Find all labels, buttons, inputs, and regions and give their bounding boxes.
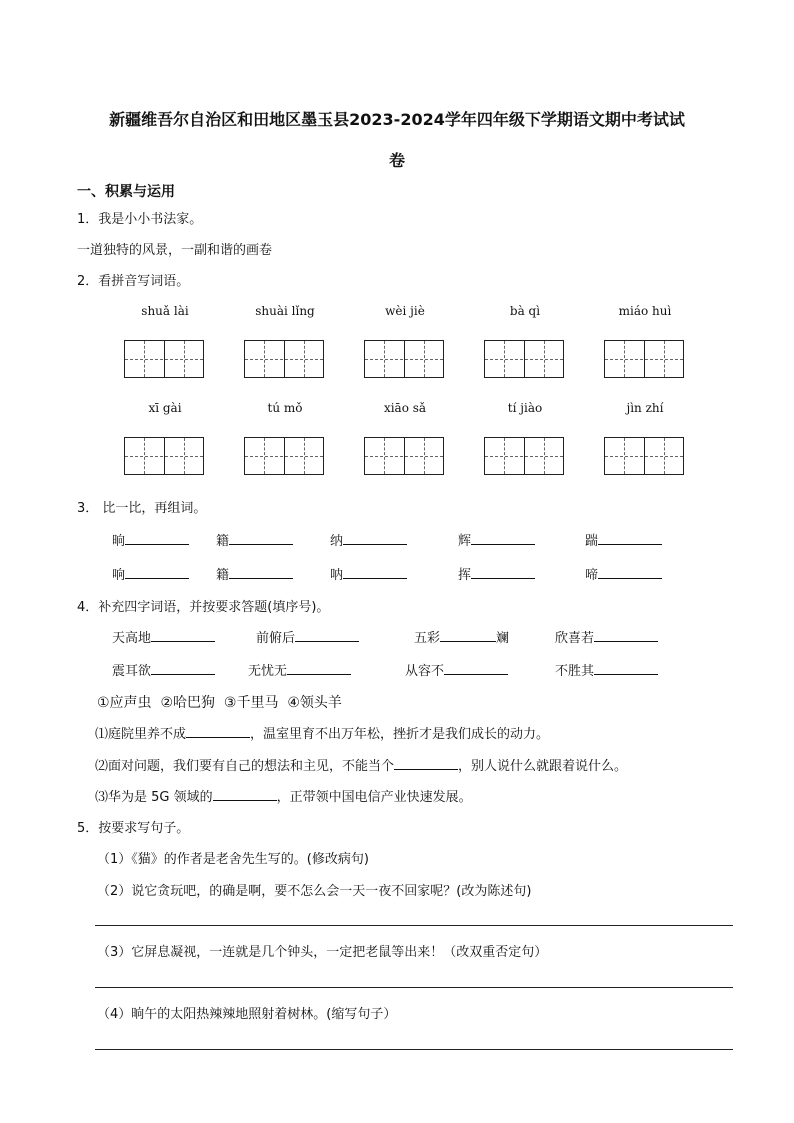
answer-blank[interactable] <box>594 629 658 642</box>
q5-label: 5．按要求写句子。 <box>77 821 190 836</box>
writing-grid[interactable] <box>484 437 564 475</box>
answer-blank[interactable] <box>213 788 277 801</box>
compare-item: 挥 <box>458 564 535 583</box>
q1-text: 一道独特的风景，一副和谐的画卷 <box>77 243 273 258</box>
q5-sentence-2: （2）说它贪玩吧，的确是啊，要不怎么会一天一夜不回家呢？(改为陈述句) <box>97 884 532 899</box>
q5-sentence-1: （1）《猫》的作者是老舍先生写的。(修改病句) <box>97 852 369 867</box>
q5-sentence-4: （4）晌午的太阳热辣辣地照射着树林。(缩写句子） <box>97 1007 397 1022</box>
answer-line[interactable] <box>95 925 733 926</box>
pinyin-label: xiāo sǎ <box>383 401 427 415</box>
idiom-options: ①应声虫 ②哈巴狗 ③千里马 ④领头羊 <box>97 695 342 711</box>
q2-label: 2．看拼音写词语。 <box>77 274 190 289</box>
answer-blank[interactable] <box>295 629 359 642</box>
pinyin-label: shuǎ lài <box>141 304 189 318</box>
answer-blank[interactable] <box>444 662 508 675</box>
writing-grid[interactable] <box>604 437 684 475</box>
answer-blank[interactable] <box>471 532 535 545</box>
writing-grid[interactable] <box>124 437 204 475</box>
answer-blank[interactable] <box>151 662 215 675</box>
idiom-item: 天高地 <box>112 627 215 646</box>
compare-item: 辉 <box>458 530 535 549</box>
q4-sentence-3: ⑶华为是 5G 领域的 ，正带领中国电信产业快速发展。 <box>95 790 472 805</box>
answer-blank[interactable] <box>440 629 496 642</box>
compare-item: 踹 <box>585 530 662 549</box>
answer-blank[interactable] <box>594 662 658 675</box>
idiom-item: 前俯后 <box>256 627 359 646</box>
answer-line[interactable] <box>95 987 733 988</box>
writing-grid[interactable] <box>364 437 444 475</box>
writing-grid[interactable] <box>604 340 684 378</box>
answer-blank[interactable] <box>125 532 189 545</box>
answer-blank[interactable] <box>287 662 351 675</box>
compare-item: 晌 <box>112 530 189 549</box>
q4-sentence-2: ⑵面对问题，我们要有自己的想法和主见，不能当个 ，别人说什么就跟着说什么。 <box>95 759 628 774</box>
q4-sentence-1: ⑴庭院里养不成 ，温室里育不出万年松，挫折才是我们成长的动力。 <box>95 727 550 742</box>
answer-blank[interactable] <box>343 532 407 545</box>
q1-label: 1．我是小小书法家。 <box>77 212 203 227</box>
compare-item: 啼 <box>585 564 662 583</box>
idiom-item: 从容不 <box>405 660 508 679</box>
answer-blank[interactable] <box>186 725 250 738</box>
idiom-item: 无忧无 <box>248 660 351 679</box>
q4-label: 4．补充四字词语，并按要求答题(填序号)。 <box>77 600 330 615</box>
writing-grid[interactable] <box>364 340 444 378</box>
idiom-item: 震耳欲 <box>112 660 215 679</box>
page-title: 新疆维吾尔自治区和田地区墨玉县2023-2024学年四年级下学期语文期中考试试 <box>109 110 685 129</box>
idiom-item: 欣喜若 <box>555 627 658 646</box>
answer-blank[interactable] <box>229 532 293 545</box>
q5-sentence-3: （3）它屏息凝视，一连就是几个钟头，一定把老鼠等出来！（改双重否定句） <box>97 945 548 960</box>
pinyin-label: jìn zhí <box>626 401 664 415</box>
compare-item: 纳 <box>330 530 407 549</box>
writing-grid[interactable] <box>484 340 564 378</box>
pinyin-label: xī gài <box>148 401 182 415</box>
answer-line[interactable] <box>95 1049 733 1050</box>
answer-blank[interactable] <box>125 566 189 579</box>
writing-grid[interactable] <box>244 437 324 475</box>
compare-item: 响 <box>112 564 189 583</box>
pinyin-label: bà qì <box>509 304 541 318</box>
answer-blank[interactable] <box>343 566 407 579</box>
answer-blank[interactable] <box>471 566 535 579</box>
pinyin-label: tú mǒ <box>267 401 303 415</box>
q3-label: 3． 比一比，再组词。 <box>77 501 207 516</box>
compare-item: 籍 <box>216 564 293 583</box>
answer-blank[interactable] <box>151 629 215 642</box>
pinyin-label: tí jiào <box>507 401 543 415</box>
idiom-item: 不胜其 <box>555 660 658 679</box>
pinyin-label: miáo huì <box>618 304 672 318</box>
pinyin-label: wèi jiè <box>385 304 425 318</box>
page-title-continued: 卷 <box>388 151 405 170</box>
writing-grid[interactable] <box>124 340 204 378</box>
answer-blank[interactable] <box>598 566 662 579</box>
answer-blank[interactable] <box>394 757 458 770</box>
answer-blank[interactable] <box>598 532 662 545</box>
idiom-item: 五彩 斓 <box>414 631 510 646</box>
section-heading: 一、积累与运用 <box>77 184 175 200</box>
answer-blank[interactable] <box>229 566 293 579</box>
writing-grid[interactable] <box>244 340 324 378</box>
compare-item: 籍 <box>216 530 293 549</box>
pinyin-label: shuài lǐng <box>255 304 315 318</box>
compare-item: 呐 <box>330 564 407 583</box>
